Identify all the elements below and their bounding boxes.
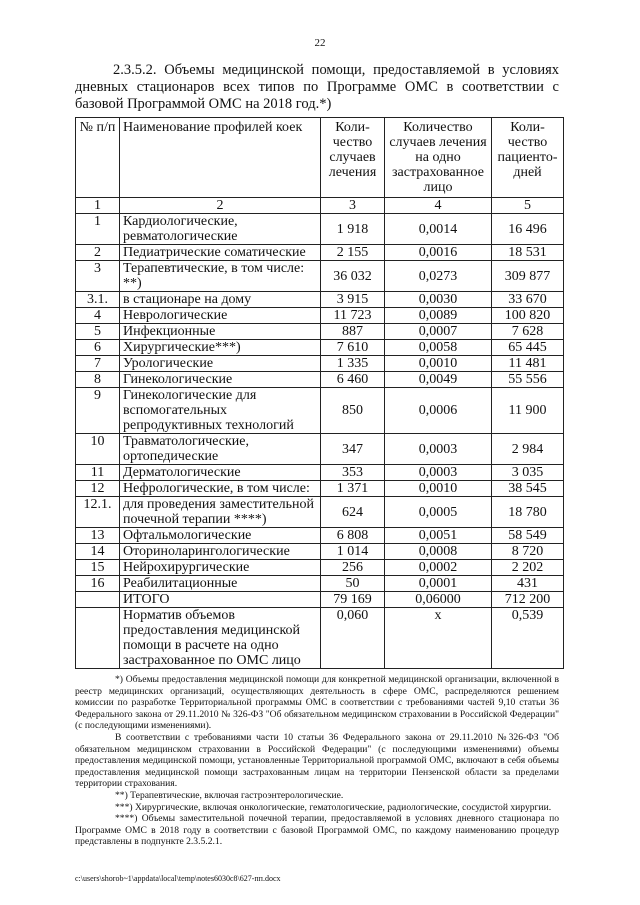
patient-days: 309 877 (492, 261, 564, 292)
profile-name: Педиатрические соматические (120, 245, 321, 261)
profile-name: Офтальмологические (120, 528, 321, 544)
cases-count: 1 918 (321, 214, 385, 245)
table-row (76, 292, 564, 308)
cases-per-insured: 0,0010 (385, 481, 492, 497)
table-row (76, 372, 564, 388)
column-number: 3 (321, 198, 385, 214)
profile-name: Гинекологические для вспомогательных репродуктивных технологий (120, 388, 321, 434)
profile-name: ИТОГО (120, 592, 321, 608)
page-body (75, 62, 559, 904)
cases-per-insured: 0,0014 (385, 214, 492, 245)
header-number: № п/п (76, 118, 120, 198)
row-number: 16 (76, 576, 120, 592)
patient-days: 712 200 (492, 592, 564, 608)
patient-days: 3 035 (492, 465, 564, 481)
table-row (76, 560, 564, 576)
row-number: 12.1. (76, 497, 120, 528)
patient-days: 100 820 (492, 308, 564, 324)
profile-name: Неврологические (120, 308, 321, 324)
row-number (76, 592, 120, 608)
cases-count: 887 (321, 324, 385, 340)
patient-days: 18 780 (492, 497, 564, 528)
profile-name: Кардиологические, ревматологические (120, 214, 321, 245)
cases-per-insured: 0,0010 (385, 356, 492, 372)
cases-per-insured: 0,06000 (385, 592, 492, 608)
column-number: 4 (385, 198, 492, 214)
cases-count: 850 (321, 388, 385, 434)
row-number: 3.1. (76, 292, 120, 308)
patient-days: 16 496 (492, 214, 564, 245)
footnote: *) Объемы предоставления медицинской помощи для конкретной медицинской организации, включенной в реестр медицинских организаций, осуществляющих деятельность в сфере ОМС, распределяются решением комиссии по разработке Территориальной программы ОМС в соответствии с требованиями частей 9,10 статьи 36 Федерального закона от 29.11.2010 № 326-ФЗ "Об обязательном медицинском страховании в Российской Федерации" (с последующими изменениями). (75, 674, 559, 732)
table-row (76, 544, 564, 560)
cases-per-insured: 0,0003 (385, 465, 492, 481)
cases-count: 353 (321, 465, 385, 481)
header-patient-days: Коли-чество пациенто-дней (492, 118, 564, 198)
profile-name: Оториноларингологические (120, 544, 321, 560)
row-number: 1 (76, 214, 120, 245)
column-number: 5 (492, 198, 564, 214)
cases-count: 6 460 (321, 372, 385, 388)
cases-per-insured: 0,0058 (385, 340, 492, 356)
profile-name: Нейрохирургические (120, 560, 321, 576)
patient-days: 65 445 (492, 340, 564, 356)
row-number: 4 (76, 308, 120, 324)
section-heading (75, 62, 559, 113)
row-number: 3 (76, 261, 120, 292)
profile-name: Реабилитационные (120, 576, 321, 592)
table-row (76, 340, 564, 356)
cases-per-insured: 0,0051 (385, 528, 492, 544)
column-number: 1 (76, 198, 120, 214)
profile-name: Нефрологические, в том числе: (120, 481, 321, 497)
cases-count: 624 (321, 497, 385, 528)
table-row (76, 214, 564, 245)
patient-days: 38 545 (492, 481, 564, 497)
table-header-row (76, 118, 564, 198)
cases-count: 3 915 (321, 292, 385, 308)
cases-count: 0,060 (321, 608, 385, 669)
header-profile-name: Наименование профилей коек (120, 118, 321, 198)
cases-count: 1 335 (321, 356, 385, 372)
row-number: 8 (76, 372, 120, 388)
file-path-footer: c:\users\shorob~1\appdata\local\temp\notes6030c8\627-пп.docx (75, 873, 281, 883)
row-number: 13 (76, 528, 120, 544)
cases-per-insured: х (385, 608, 492, 669)
row-number: 9 (76, 388, 120, 434)
header-cases-per-insured: Количество случаев лечения на одно застрахованное лицо (385, 118, 492, 198)
row-number (76, 608, 120, 669)
row-number: 12 (76, 481, 120, 497)
footnote: В соответствии с требованиями части 10 статьи 36 Федерального закона от 29.11.2010 №326-ФЗ "Об обязательном медицинском страховании в Российской Федерации" (с последующими изменениями) объемы предоставления медицинской помощи, установленные Территориальной программой ОМС, включают в себя объемы предоставления медицинской помощи застрахованным лицам на территории Пензенской области за пределами территории страхования. (75, 731, 559, 790)
profile-name: Гинекологические (120, 372, 321, 388)
patient-days: 0,539 (492, 608, 564, 669)
cases-per-insured: 0,0008 (385, 544, 492, 560)
profile-name: Норматив объемов предоставления медицинской помощи в расчете на одно застрахованное по ОМС лицо (120, 608, 321, 669)
patient-days: 58 549 (492, 528, 564, 544)
cases-count: 2 155 (321, 245, 385, 261)
table-row (76, 528, 564, 544)
cases-per-insured: 0,0030 (385, 292, 492, 308)
row-number: 15 (76, 560, 120, 576)
cases-per-insured: 0,0001 (385, 576, 492, 592)
table-row (76, 356, 564, 372)
patient-days: 33 670 (492, 292, 564, 308)
cases-per-insured: 0,0007 (385, 324, 492, 340)
footnote: ****) Объемы заместительной почечной терапии, предоставляемой в условиях дневного стационара по Программе ОМС в 2018 году в соответствии с базовой Программой ОМС, по каждому наименованию процедур представлены в подпункте 2.3.5.2.1. (75, 813, 559, 848)
table-row (76, 434, 564, 465)
profile-name: Травматологические, ортопедические (120, 434, 321, 465)
cases-count: 1 014 (321, 544, 385, 560)
footnotes (75, 674, 559, 848)
cases-count: 79 169 (321, 592, 385, 608)
page-number: 22 (314, 37, 326, 49)
cases-per-insured: 0,0002 (385, 560, 492, 576)
patient-days: 431 (492, 576, 564, 592)
row-number: 5 (76, 324, 120, 340)
patient-days: 8 720 (492, 544, 564, 560)
cases-per-insured: 0,0089 (385, 308, 492, 324)
row-number: 7 (76, 356, 120, 372)
footnote: **) Терапевтические, включая гастроэнтерологические. (115, 789, 344, 801)
cases-per-insured: 0,0049 (385, 372, 492, 388)
profile-name: Терапевтические, в том числе: **) (120, 261, 321, 292)
header-cases: Коли-чество случаев лечения (321, 118, 385, 198)
row-number: 2 (76, 245, 120, 261)
row-number: 10 (76, 434, 120, 465)
profile-name: Дерматологические (120, 465, 321, 481)
cases-count: 256 (321, 560, 385, 576)
volumes-table (75, 117, 564, 669)
column-number: 2 (120, 198, 321, 214)
cases-count: 7 610 (321, 340, 385, 356)
table-row (76, 592, 564, 608)
column-numbers-row (76, 198, 564, 214)
cases-per-insured: 0,0006 (385, 388, 492, 434)
cases-count: 11 723 (321, 308, 385, 324)
patient-days: 11 481 (492, 356, 564, 372)
profile-name: для проведения заместительной почечной терапии ****) (120, 497, 321, 528)
cases-count: 347 (321, 434, 385, 465)
profile-name: Хирургические***) (120, 340, 321, 356)
row-number: 6 (76, 340, 120, 356)
table-row (76, 576, 564, 592)
table-row (76, 388, 564, 434)
table-row (76, 324, 564, 340)
patient-days: 7 628 (492, 324, 564, 340)
cases-per-insured: 0,0005 (385, 497, 492, 528)
table-row (76, 245, 564, 261)
section-heading-text: 2.3.5.2. Объемы медицинской помощи, предоставляемой в условиях дневных стационаров всех типов по Программе ОМС в соответствии с базовой Программой ОМС на 2018 год.*) (75, 62, 559, 112)
patient-days: 11 900 (492, 388, 564, 434)
profile-name: Инфекционные (120, 324, 321, 340)
cases-per-insured: 0,0273 (385, 261, 492, 292)
patient-days: 18 531 (492, 245, 564, 261)
cases-count: 50 (321, 576, 385, 592)
patient-days: 2 202 (492, 560, 564, 576)
cases-per-insured: 0,0016 (385, 245, 492, 261)
table-row (76, 261, 564, 292)
footnote: ***) Хирургические, включая онкологические, гематологические, радиологические, сосудистой хирургии. (115, 801, 552, 813)
cases-per-insured: 0,0003 (385, 434, 492, 465)
table-row (76, 465, 564, 481)
cases-count: 36 032 (321, 261, 385, 292)
row-number: 14 (76, 544, 120, 560)
table-row (76, 308, 564, 324)
table-row (76, 497, 564, 528)
cases-count: 6 808 (321, 528, 385, 544)
profile-name: Урологические (120, 356, 321, 372)
patient-days: 2 984 (492, 434, 564, 465)
table-row (76, 608, 564, 669)
patient-days: 55 556 (492, 372, 564, 388)
cases-count: 1 371 (321, 481, 385, 497)
table-row (76, 481, 564, 497)
row-number: 11 (76, 465, 120, 481)
profile-name: в стационаре на дому (120, 292, 321, 308)
